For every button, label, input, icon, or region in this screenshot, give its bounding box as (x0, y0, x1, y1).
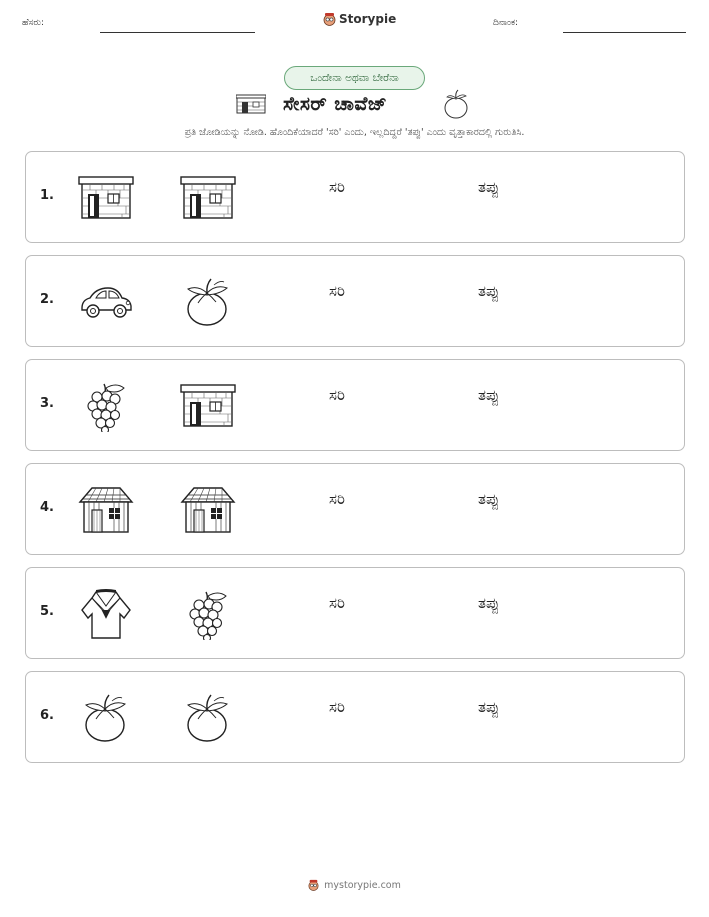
brick-house-icon (78, 172, 134, 224)
activity-tag-text: ಒಂದೇನಾ ಅಥವಾ ಬೇರೆನಾ (310, 71, 399, 84)
question-card (25, 151, 685, 243)
question-number: 4. (40, 500, 54, 515)
wooden-shed-icon (180, 484, 236, 536)
question-card (25, 255, 685, 347)
brick-house-icon (180, 380, 236, 432)
page-title: ಸೇಸರ್ ಚಾವೆಜ್ (283, 93, 388, 115)
tomato-icon (180, 276, 236, 328)
false-option[interactable]: ತಪ್ಪು (478, 386, 500, 404)
brick-house-icon (180, 172, 236, 224)
question-number: 6. (40, 708, 54, 723)
true-option[interactable]: ಸರಿ (329, 178, 345, 196)
instructions: ಪ್ರತಿ ಜೋಡಿಯನ್ನು ನೋಡಿ. ಹೊಂದಿಕೆಯಾದರೆ 'ಸರಿ' ಎಂದು, ಇಲ್ಲದಿದ್ದರೆ 'ತಪ್ಪು' ಎಂದು ವೃತ್ತಾಕಾರದಲ್ಲಿ ಗುರುತಿಸಿ. (184, 127, 525, 138)
grapes-icon (180, 588, 236, 640)
question-number: 5. (40, 604, 54, 619)
activity-tag (284, 66, 425, 90)
question-number: 3. (40, 396, 54, 411)
worksheet-header (0, 0, 709, 40)
footer (0, 879, 709, 891)
grapes-icon (78, 380, 134, 432)
true-option[interactable]: ಸರಿ (329, 282, 345, 300)
name-label: ಹೆಸರು: (22, 18, 45, 28)
false-option[interactable]: ತಪ್ಪು (478, 178, 500, 196)
true-option[interactable]: ಸರಿ (329, 594, 345, 612)
tomato-icon (180, 692, 236, 744)
sailor-shirt-icon (78, 588, 134, 640)
false-option[interactable]: ತಪ್ಪು (478, 594, 500, 612)
date-field[interactable] (563, 32, 686, 33)
name-field[interactable] (100, 32, 255, 33)
true-option[interactable]: ಸರಿ (329, 698, 345, 716)
mascot-icon (308, 879, 319, 891)
brand-name: Storypie (339, 12, 397, 26)
question-card (25, 567, 685, 659)
question-card (25, 671, 685, 763)
question-number: 1. (40, 188, 54, 203)
car-icon (78, 276, 134, 328)
mascot-icon (323, 12, 336, 26)
false-option[interactable]: ತಪ್ಪು (478, 698, 500, 716)
title-row (236, 88, 476, 120)
false-option[interactable]: ತಪ್ಪು (478, 282, 500, 300)
false-option[interactable]: ತಪ್ಪು (478, 490, 500, 508)
true-option[interactable]: ಸರಿ (329, 490, 345, 508)
tomato-icon (442, 88, 472, 124)
date-label: ದಿನಾಂಕ: (493, 18, 519, 28)
true-option[interactable]: ಸರಿ (329, 386, 345, 404)
brick-house-icon (236, 94, 266, 118)
wooden-shed-icon (78, 484, 134, 536)
footer-url[interactable]: mystorypie.com (324, 879, 401, 891)
question-card (25, 359, 685, 451)
brand-logo (323, 12, 396, 26)
question-number: 2. (40, 292, 54, 307)
question-card (25, 463, 685, 555)
tomato-icon (78, 692, 134, 744)
